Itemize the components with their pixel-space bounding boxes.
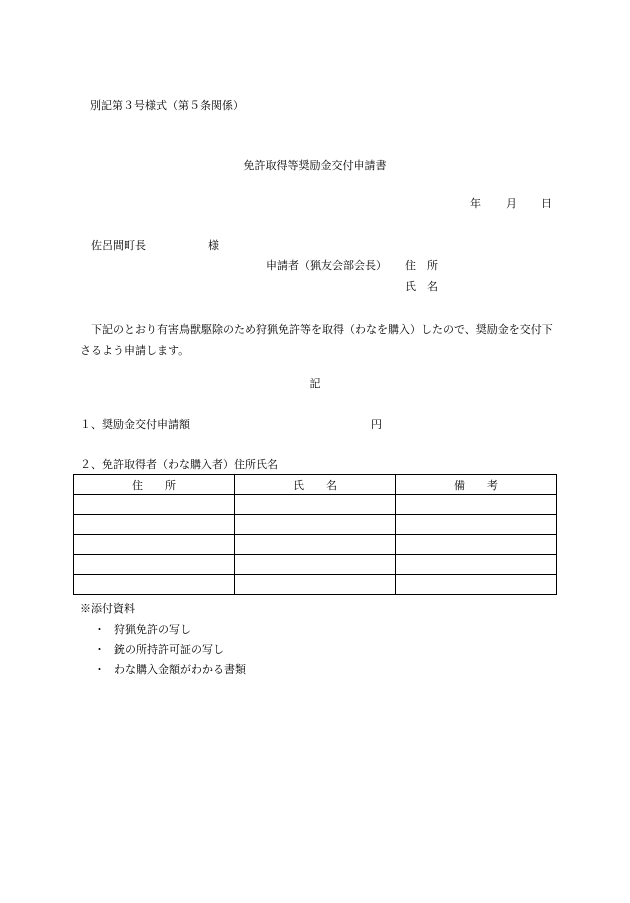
attachment-item [94,624,191,635]
item1-yen-unit: 円 [371,418,382,431]
date-month-label: 月 [506,197,517,210]
attachment-item [94,664,246,675]
form-label: 別記第３号様式（第５条関係） [90,99,244,112]
cell-address[interactable] [74,575,235,595]
cell-name[interactable] [235,555,396,575]
applicant-name-label: 氏 名 [405,280,438,293]
applicant-address-label: 住 所 [405,259,438,272]
date-day-label: 日 [541,197,552,210]
item1-amount-label: １、奨励金交付申請額 [80,418,190,431]
cell-remarks[interactable] [396,535,557,555]
attachments-heading: ※添付資料 [80,602,135,615]
cell-address[interactable] [74,535,235,555]
header-address: 住 所 [74,475,235,495]
addressee-honorific: 様 [208,239,219,252]
table-row [74,535,557,555]
document-title: 免許取得等奨励金交付申請書 [243,159,387,172]
table-row [74,575,557,595]
item2-holders-label: ２、免許取得者（わな購入者）住所氏名 [80,458,278,471]
bullet-mark: ・ [94,643,105,656]
attachment-item [94,644,224,655]
addressee-name: 佐呂間町長 [91,239,146,252]
table-header-row [74,475,557,495]
ki-heading: 記 [309,377,321,390]
applicant-label: 申請者（猟友会部会長） [266,259,387,272]
cell-address[interactable] [74,495,235,515]
cell-name[interactable] [235,575,396,595]
request-statement: 下記のとおり有害鳥獣駆除のため狩猟免許等を取得（わなを購入）したので、奨励金を交付下さるよう申請します。 [80,323,553,357]
holders-table [73,474,557,595]
cell-address[interactable] [74,515,235,535]
attachment-text: 銃の所持許可証の写し [114,643,224,656]
table-body [74,495,557,595]
table-row [74,495,557,515]
header-remarks: 備 考 [396,475,557,495]
cell-remarks[interactable] [396,515,557,535]
cell-name[interactable] [235,495,396,515]
header-name: 氏 名 [235,475,396,495]
cell-address[interactable] [74,555,235,575]
table-row [74,515,557,535]
bullet-mark: ・ [94,663,105,676]
cell-name[interactable] [235,515,396,535]
attachment-text: 狩猟免許の写し [114,623,191,636]
cell-remarks[interactable] [396,495,557,515]
attachment-text: わな購入金額がわかる書類 [114,663,246,676]
cell-remarks[interactable] [396,575,557,595]
cell-name[interactable] [235,535,396,555]
cell-remarks[interactable] [396,555,557,575]
bullet-mark: ・ [94,623,105,636]
date-year-label: 年 [470,197,481,210]
table-row [74,555,557,575]
